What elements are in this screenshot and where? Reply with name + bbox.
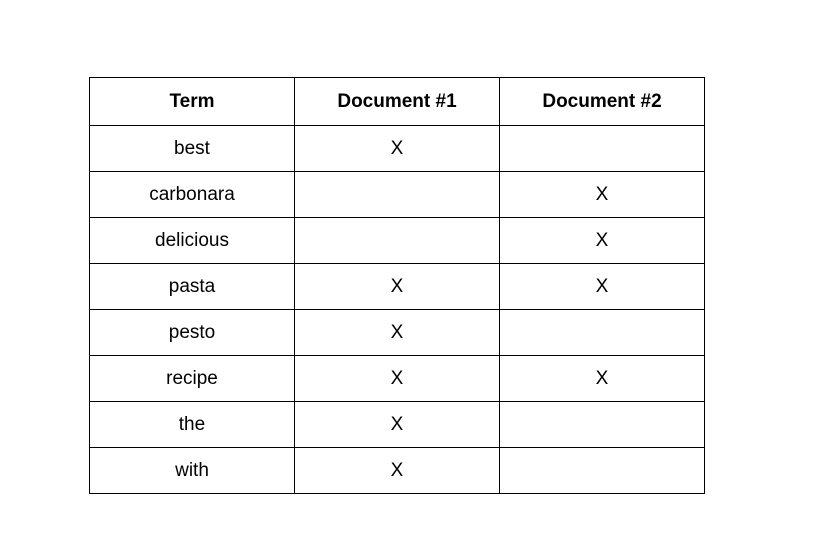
term-cell: best	[90, 126, 295, 172]
document-2-cell	[500, 402, 705, 448]
header-document-1: Document #1	[295, 78, 500, 126]
term-cell: pesto	[90, 310, 295, 356]
document-2-cell: X	[500, 356, 705, 402]
table-row	[90, 264, 705, 310]
term-cell: pasta	[90, 264, 295, 310]
table-row	[90, 402, 705, 448]
table-row	[90, 126, 705, 172]
term-cell: recipe	[90, 356, 295, 402]
header-document-2: Document #2	[500, 78, 705, 126]
document-1-cell: X	[295, 310, 500, 356]
document-2-cell: X	[500, 172, 705, 218]
document-2-cell	[500, 310, 705, 356]
table-row	[90, 218, 705, 264]
document-2-cell: X	[500, 264, 705, 310]
document-1-cell: X	[295, 264, 500, 310]
term-cell: carbonara	[90, 172, 295, 218]
table-row	[90, 356, 705, 402]
term-cell: the	[90, 402, 295, 448]
document-1-cell	[295, 172, 500, 218]
document-1-cell: X	[295, 126, 500, 172]
document-2-cell: X	[500, 218, 705, 264]
term-cell: with	[90, 448, 295, 494]
document-1-cell: X	[295, 402, 500, 448]
term-cell: delicious	[90, 218, 295, 264]
document-1-cell: X	[295, 356, 500, 402]
table-header-row	[90, 78, 705, 126]
document-2-cell	[500, 448, 705, 494]
table-row	[90, 172, 705, 218]
term-document-table-container	[89, 77, 705, 494]
header-term: Term	[90, 78, 295, 126]
table-row	[90, 448, 705, 494]
table-row	[90, 310, 705, 356]
document-1-cell: X	[295, 448, 500, 494]
term-document-table	[89, 77, 705, 494]
document-1-cell	[295, 218, 500, 264]
document-2-cell	[500, 126, 705, 172]
